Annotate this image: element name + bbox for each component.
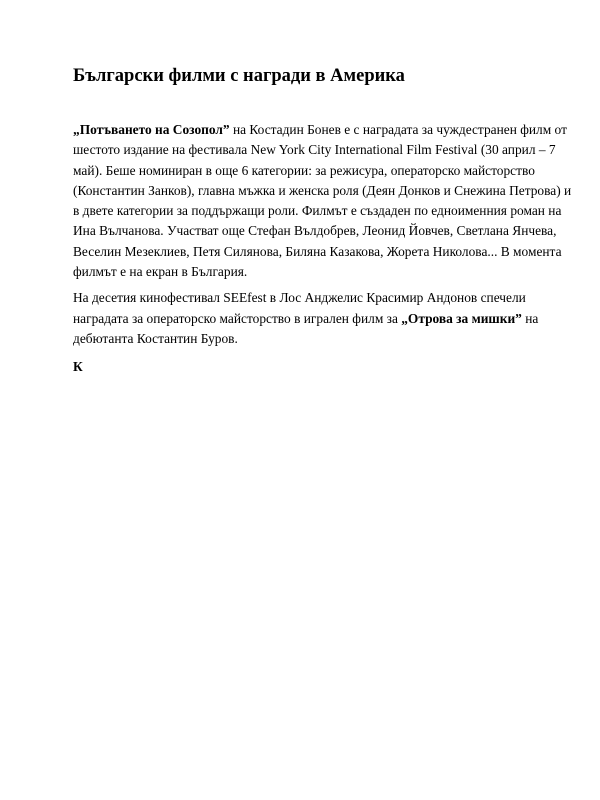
page-title: Български филми с награди в Америка <box>73 66 405 86</box>
film-title-sozopol: „Потъването на Созопол” <box>73 122 230 137</box>
paragraph-seefest <box>73 288 539 349</box>
paragraph-line: Веселин Мезеклиев, Петя Силянова, Биляна Казакова, Жорета Николова... В момента <box>73 243 562 259</box>
document-page <box>73 64 572 377</box>
film-title-otrova: „Отрова за мишки” <box>401 310 522 326</box>
paragraph-sozopol <box>73 120 572 282</box>
paragraph-line: в двете категории за поддържащи роли. Филмът е създаден по едноименния роман на <box>73 203 562 219</box>
paragraph-line: На десетия кинофестивал SEEfest в Лос Анджелис Красимир Андонов спечели <box>73 290 526 306</box>
paragraph-line: наградата за операторско майсторство в игрален филм за „Отрова за мишки” на <box>73 310 539 326</box>
paragraph-line: филмът е на екран в България. <box>73 264 248 280</box>
paragraph-line: „Потъването на Созопол” на Костадин Бонев е с наградата за чуждестранен филм от <box>73 122 567 137</box>
paragraph-line: май). Беше номиниран в още 6 категории: за режисура, операторско майсторство <box>73 162 535 178</box>
closing-letter: К <box>73 359 83 375</box>
paragraph-line: шестото издание на фестивала New York City International Film Festival (30 април – 7 <box>73 142 556 158</box>
paragraph-line: дебютанта Костантин Буров. <box>73 330 238 346</box>
paragraph-line: (Константин Занков), главна мъжка и женска роля (Деян Донков и Снежина Петрова) и <box>73 182 572 198</box>
paragraph-line: Ина Вълчанова. Участват още Стефан Вълдобрев, Леонид Йовчев, Светлана Янчева, <box>73 223 557 239</box>
